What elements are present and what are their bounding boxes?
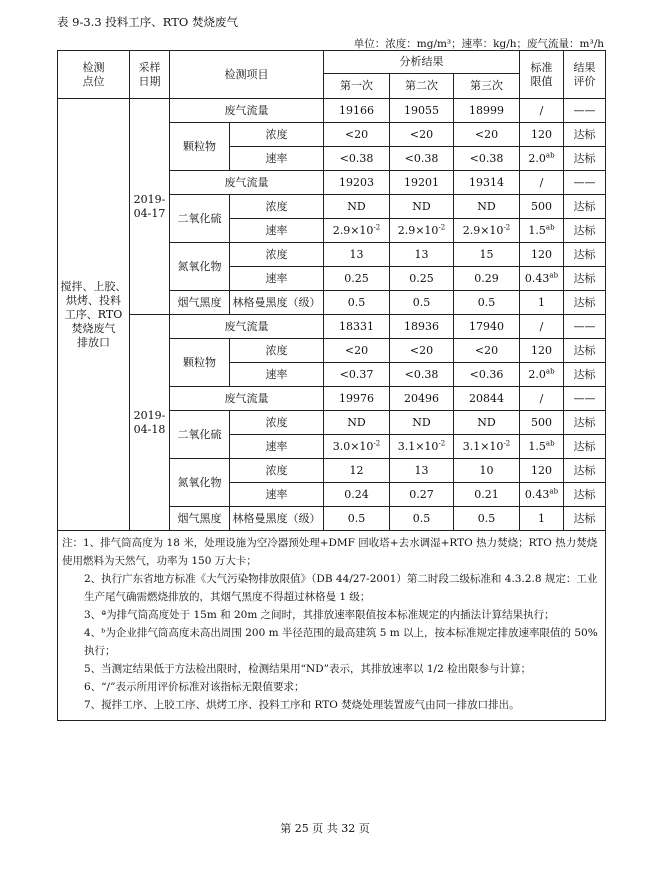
result-value: 13 — [324, 243, 390, 267]
item-flow: 废气流量 — [170, 171, 324, 195]
result-value: 0.5 — [390, 291, 454, 315]
limit-value: 120 — [520, 243, 564, 267]
header-eval: 结果 评价 — [564, 51, 606, 99]
sub-item-rate: 速率 — [230, 147, 324, 171]
value-base: 2.0 — [528, 151, 546, 165]
value-superscript: ab — [549, 486, 559, 495]
eval-value: —— — [564, 171, 606, 195]
header-third: 第三次 — [454, 74, 520, 99]
value-superscript: -2 — [503, 222, 511, 231]
result-value — [454, 435, 520, 459]
result-value: 20844 — [454, 387, 520, 411]
value-base: 3.1×10 — [462, 439, 504, 453]
result-value: <20 — [390, 123, 454, 147]
date-cell: 2019- 04-17 — [130, 99, 170, 315]
result-value: 13 — [390, 243, 454, 267]
result-value: 0.5 — [454, 291, 520, 315]
sub-item-conc: 浓度 — [230, 459, 324, 483]
item-smoke: 烟气黑度 — [170, 291, 230, 315]
result-value: ND — [390, 411, 454, 435]
limit-value: 1 — [520, 507, 564, 531]
result-value — [390, 219, 454, 243]
limit-value: 120 — [520, 459, 564, 483]
value-base: 2.0 — [528, 367, 546, 381]
header-date: 采样 日期 — [130, 51, 170, 99]
result-value: 0.29 — [454, 267, 520, 291]
result-value: ND — [454, 411, 520, 435]
limit-value — [520, 483, 564, 507]
result-value — [324, 435, 390, 459]
result-value: <0.38 — [454, 147, 520, 171]
result-value — [454, 219, 520, 243]
item-so2: 二氧化硫 — [170, 195, 230, 243]
result-value: 18331 — [324, 315, 390, 339]
result-value: <20 — [324, 123, 390, 147]
value-base: 1.5 — [528, 439, 546, 453]
limit-value — [520, 147, 564, 171]
result-value — [324, 219, 390, 243]
result-value: <20 — [454, 339, 520, 363]
value-base: 1.5 — [528, 223, 546, 237]
eval-value: 达标 — [564, 123, 606, 147]
result-value: 17940 — [454, 315, 520, 339]
value-superscript: ab — [545, 150, 555, 159]
sub-item-rate: 速率 — [230, 267, 324, 291]
sub-item-conc: 浓度 — [230, 195, 324, 219]
header-limit: 标准 限值 — [520, 51, 564, 99]
value-superscript: -2 — [438, 438, 446, 447]
notes-row — [58, 531, 606, 721]
page-footer: 第 25 页 共 32 页 — [280, 822, 370, 835]
result-value: <0.38 — [390, 147, 454, 171]
eval-value: 达标 — [564, 459, 606, 483]
note-line: 6、“/”表示所用评价标准对该指标无限值要求； — [84, 681, 305, 693]
result-value: 12 — [324, 459, 390, 483]
item-so2: 二氧化硫 — [170, 411, 230, 459]
header-results: 分析结果 — [324, 51, 520, 74]
result-value: 13 — [390, 459, 454, 483]
sub-item-rate: 速率 — [230, 219, 324, 243]
sub-item-ringelmann: 林格曼黑度（级） — [230, 291, 324, 315]
sub-item-conc: 浓度 — [230, 123, 324, 147]
eval-value: 达标 — [564, 147, 606, 171]
eval-value: 达标 — [564, 243, 606, 267]
result-value: 19976 — [324, 387, 390, 411]
result-value: 19201 — [390, 171, 454, 195]
eval-value: 达标 — [564, 411, 606, 435]
table-row — [58, 99, 606, 123]
note-line: 注：1、排气筒高度为 18 米，处理设施为空冷器预处理+DMF 回收塔+去水调湿+RTO 热力焚烧；RTO 热力焚烧使用燃料为天然气，功率为 150 万大卡； — [62, 537, 598, 567]
header-second: 第二次 — [390, 74, 454, 99]
result-value: 0.25 — [390, 267, 454, 291]
sub-item-ringelmann: 林格曼黑度（级） — [230, 507, 324, 531]
note-line: 3、ª为排气筒高度处于 15m 和 20m 之间时，其排放速率限值按本标准规定的内插法计算结果执行； — [84, 609, 555, 621]
header-first: 第一次 — [324, 74, 390, 99]
result-value: 19203 — [324, 171, 390, 195]
result-value: ND — [390, 195, 454, 219]
limit-value: / — [520, 315, 564, 339]
result-value: 18936 — [390, 315, 454, 339]
eval-value: 达标 — [564, 267, 606, 291]
result-value: <20 — [454, 123, 520, 147]
result-value: <20 — [390, 339, 454, 363]
value-superscript: -2 — [373, 438, 381, 447]
limit-value — [520, 435, 564, 459]
sub-item-rate: 速率 — [230, 363, 324, 387]
value-superscript: -2 — [438, 222, 446, 231]
result-value: 0.5 — [324, 291, 390, 315]
limit-value: / — [520, 387, 564, 411]
result-value: 0.5 — [324, 507, 390, 531]
result-value: 0.27 — [390, 483, 454, 507]
item-particulate: 颗粒物 — [170, 339, 230, 387]
result-value: <20 — [324, 339, 390, 363]
note-line: 7、搅拌工序、上胶工序、烘烤工序、投料工序和 RTO 焚烧处理装置废气由同一排放口排出。 — [84, 699, 520, 711]
eval-value: 达标 — [564, 363, 606, 387]
result-value: 18999 — [454, 99, 520, 123]
eval-value: 达标 — [564, 339, 606, 363]
result-value: 0.21 — [454, 483, 520, 507]
result-value: 19166 — [324, 99, 390, 123]
sub-item-rate: 速率 — [230, 483, 324, 507]
value-superscript: ab — [545, 222, 555, 231]
limit-value — [520, 363, 564, 387]
item-flow: 废气流量 — [170, 387, 324, 411]
limit-value: 500 — [520, 411, 564, 435]
item-smoke: 烟气黑度 — [170, 507, 230, 531]
date-cell: 2019- 04-18 — [130, 315, 170, 531]
note-line: 5、当测定结果低于方法检出限时，检测结果用“ND”表示，其排放速率以 1/2 检出限参与计算； — [84, 663, 532, 675]
value-superscript: -2 — [373, 222, 381, 231]
result-value: 20496 — [390, 387, 454, 411]
eval-value: 达标 — [564, 483, 606, 507]
header-point: 检测 点位 — [58, 51, 130, 99]
limit-value — [520, 219, 564, 243]
result-value: <0.36 — [454, 363, 520, 387]
item-flow: 废气流量 — [170, 99, 324, 123]
limit-value: / — [520, 99, 564, 123]
eval-value: —— — [564, 315, 606, 339]
item-flow: 废气流量 — [170, 315, 324, 339]
limit-value — [520, 267, 564, 291]
point-cell: 搅拌、上胶、 烘烤、投料 工序、RTO 焚烧废气 排放口 — [58, 99, 130, 531]
results-table — [57, 50, 606, 721]
value-base: 0.43 — [524, 271, 550, 285]
limit-value: / — [520, 171, 564, 195]
result-value: <0.38 — [324, 147, 390, 171]
value-superscript: -2 — [503, 438, 511, 447]
result-value: 0.5 — [454, 507, 520, 531]
result-value: 15 — [454, 243, 520, 267]
value-base: 3.0×10 — [332, 439, 374, 453]
result-value — [390, 435, 454, 459]
limit-value: 500 — [520, 195, 564, 219]
result-value: 19314 — [454, 171, 520, 195]
result-value: 0.24 — [324, 483, 390, 507]
notes-cell — [58, 531, 606, 721]
value-base: 2.9×10 — [462, 223, 504, 237]
result-value: ND — [324, 411, 390, 435]
item-nox: 氮氧化物 — [170, 243, 230, 291]
value-base: 0.43 — [524, 487, 550, 501]
eval-value: —— — [564, 99, 606, 123]
result-value: ND — [324, 195, 390, 219]
eval-value: 达标 — [564, 435, 606, 459]
value-base: 2.9×10 — [397, 223, 439, 237]
table-caption: 表 9-3.3 投料工序、RTO 焚烧废气 — [57, 15, 239, 29]
value-superscript: ab — [549, 270, 559, 279]
result-value: 19055 — [390, 99, 454, 123]
eval-value: 达标 — [564, 219, 606, 243]
value-base: 3.1×10 — [397, 439, 439, 453]
note-line: 2、执行广东省地方标准《大气污染物排放限值》（DB 44/27-2001）第二时段二级标准和 4.3.2.8 规定：工业生产尾气确需燃烧排放的，其烟气黑度不得超过林格曼 1 级； — [84, 573, 598, 603]
result-value: <0.37 — [324, 363, 390, 387]
value-base: 2.9×10 — [332, 223, 374, 237]
limit-value: 120 — [520, 123, 564, 147]
result-value: 10 — [454, 459, 520, 483]
eval-value: 达标 — [564, 507, 606, 531]
item-nox: 氮氧化物 — [170, 459, 230, 507]
note-line: 4、ᵇ为企业排气筒高度未高出周围 200 m 半径范围的最高建筑 5 m 以上，按本标准规定排放速率限值的 50%执行； — [84, 627, 598, 657]
eval-value: —— — [564, 387, 606, 411]
sub-item-rate: 速率 — [230, 435, 324, 459]
sub-item-conc: 浓度 — [230, 243, 324, 267]
result-value: 0.5 — [390, 507, 454, 531]
result-value: ND — [454, 195, 520, 219]
sub-item-conc: 浓度 — [230, 411, 324, 435]
limit-value: 120 — [520, 339, 564, 363]
table-row — [58, 315, 606, 339]
units-line: 单位：浓度：mg/m³；速率：kg/h；废气流量：m³/h — [353, 38, 604, 50]
header-item: 检测项目 — [170, 51, 324, 99]
sub-item-conc: 浓度 — [230, 339, 324, 363]
value-superscript: ab — [545, 366, 555, 375]
eval-value: 达标 — [564, 291, 606, 315]
eval-value: 达标 — [564, 195, 606, 219]
limit-value: 1 — [520, 291, 564, 315]
item-particulate: 颗粒物 — [170, 123, 230, 171]
result-value: 0.25 — [324, 267, 390, 291]
result-value: <0.38 — [390, 363, 454, 387]
value-superscript: ab — [545, 438, 555, 447]
